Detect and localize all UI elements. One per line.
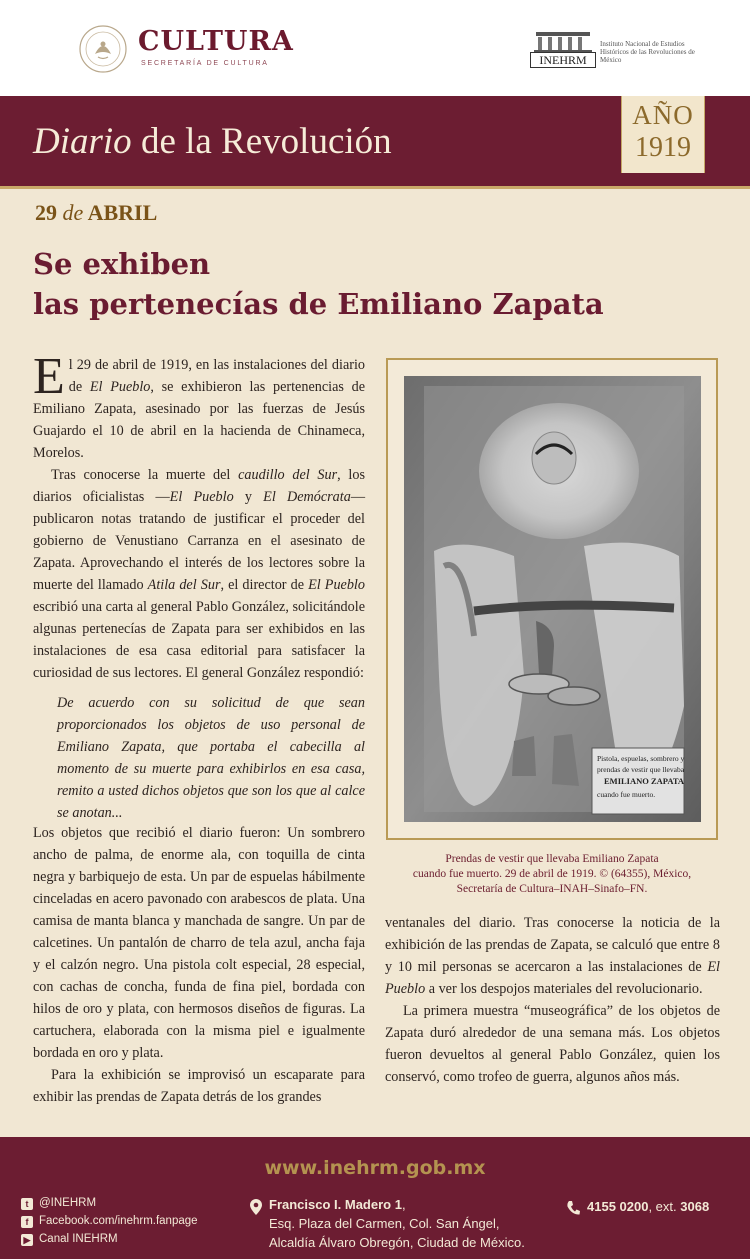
block-quote: De acuerdo con su solicitud de que sean proporcionados los objetos de uso personal de Emiliano Zapata, que portaba el cabecilla al momento de su muerte para exhibirlos en esa casa, remito a usted dichos objetos que son los que al calce se anotan... — [57, 695, 365, 821]
drop-cap: E — [33, 348, 65, 405]
website-link[interactable]: www.inehrm.gob.mx — [264, 1157, 486, 1179]
youtube-link[interactable] — [21, 1233, 118, 1246]
p2-em-atila: Atila del Sur — [147, 577, 221, 593]
p2-em-el-pueblo: El Pueblo — [169, 489, 234, 505]
photo-frame — [386, 358, 718, 840]
caption-line-2: cuando fue muerto. 29 de abril de 1919. © (64355), México, — [412, 868, 692, 880]
paragraph-2 — [33, 464, 365, 684]
p5-text-a: ventanales del diario. Tras conocerse la noticia de la exhibición de las prendas de Zapata, se calculó que entre 8 y 10 mil personas se acercaron a las instalaciones de — [385, 915, 720, 975]
youtube-icon: ▶ — [21, 1234, 33, 1246]
photo-caption — [386, 852, 718, 897]
paragraph-1 — [33, 348, 365, 464]
twitter-handle: @INEHRM — [39, 1197, 97, 1209]
p2-text-e: , el director de — [220, 577, 309, 593]
p1-text-b: , se exhibieron las pertenencias de Emiliano Zapata, asesinado por las fuerzas de Jesús Guajardo el 10 de abril en la hacienda de Chinameca, Morelos. — [33, 379, 365, 461]
youtube-channel: Canal INEHRM — [39, 1233, 118, 1245]
headline-line-2: las pertenecías de Emiliano Zapata — [33, 287, 604, 321]
p5-em-el-pueblo: El Pueblo — [385, 959, 720, 997]
mexico-coat-of-arms-icon — [78, 24, 128, 74]
year-number: 1919 — [635, 132, 691, 163]
address-line-3: Alcaldía Álvaro Obregón, Ciudad de México. — [269, 1235, 525, 1250]
p1-em-el-pueblo: El Pueblo — [89, 379, 151, 395]
caption-line-1: Prendas de vestir que llevaba Emiliano Zapata — [445, 853, 659, 865]
address-line-2: Esq. Plaza del Carmen, Col. San Ángel, — [269, 1216, 500, 1231]
address-street: Francisco I. Madero 1 — [269, 1197, 402, 1212]
phone-icon — [566, 1200, 580, 1216]
cultura-subtitle: SECRETARÍA DE CULTURA — [141, 60, 269, 67]
p2-text-f: escribió una carta al general Pablo González, solicitándole algunas pertenecías de Zapata para ser exhibidos en las instalaciones de esa casa editorial para satisfacer la curiosidad de sus lectores. El general González respondió: — [33, 599, 365, 681]
facebook-link[interactable] — [21, 1215, 198, 1228]
paragraph-4: Para la exhibición se improvisó un escaparate para exhibir las prendas de Zapata detrás de los grandes — [33, 1067, 365, 1105]
phone-number[interactable] — [587, 1199, 709, 1214]
address-block — [269, 1195, 525, 1252]
p1-text-a: l 29 de abril de 1919, en las instalaciones del diario de — [68, 357, 365, 395]
series-title-italic: Diario — [33, 121, 132, 162]
series-title — [33, 120, 392, 163]
phone-ext-label: , ext. — [648, 1199, 681, 1214]
date-day: 29 — [35, 200, 57, 225]
twitter-icon: t — [21, 1198, 33, 1210]
inehrm-full-name: Instituto Nacional de Estudios Históricos de las Revoluciones de México — [600, 40, 695, 64]
paragraph-3: Los objetos que recibió el diario fueron: Un sombrero ancho de palma, de enorme ala, con toquilla de cinta negra y barbiquejo de esta. Un par de espuelas hábilmente cinceladas en acero pavonado con arabescos de plata. Una camisa de manta blanca y manchada de sangre. Un par de calcetines. Un pantalón de charro de tela azul, ancha faja y el calzón negro. Una pistola colt especial, 28 especial, con cachas de concha, funda de fina piel, bordada con hilos de oro y plata, con hermosos diseños de figuras. La cartuchera, elaborada con la misma piel e igualmente bordada en oro y plata. — [33, 825, 365, 1061]
footer — [0, 1137, 750, 1259]
p2-text-c: y — [233, 489, 264, 505]
address-comma: , — [401, 1197, 406, 1212]
headline-line-1: Se exhiben — [33, 247, 211, 281]
photo-card-line-1: Pistola, espuelas, sombrero y — [597, 754, 685, 763]
year-label: AÑO — [632, 100, 694, 130]
p2-text-b: , los diarios oficialistas — — [33, 467, 365, 505]
article-column-left-bottom — [33, 822, 365, 1108]
p2-text-d: — publicaron notas tratando de justificar el proceder del gobierno de Venustiano Carranza en el asesinato de Zapata. Aprovechando el interés de los lectores sobre la muerte del llamado — [33, 489, 365, 593]
inehrm-logo-text: INEHRM — [530, 52, 596, 68]
paragraph-5 — [385, 912, 720, 1000]
facebook-handle: Facebook.com/inehrm.fanpage — [39, 1215, 198, 1227]
date-month: ABRIL — [87, 200, 158, 225]
photo-card-line-2: prendas de vestir que llevaba — [597, 765, 685, 774]
p2-em-el-democrata: El Demócrata — [263, 489, 351, 505]
caption-line-3: Secretaría de Cultura–INAH–Sinafo–FN. — [456, 883, 648, 895]
article-column-right — [385, 912, 720, 1088]
date-de: de — [62, 200, 84, 225]
phone-main: 4155 0200 — [587, 1199, 649, 1214]
article-column-left-top — [33, 348, 365, 684]
p5-text-b: a ver los despojos materiales del revolucionario. — [425, 981, 703, 997]
series-title-rest: de la Revolución — [131, 121, 392, 162]
p2-em-caudillo: caudillo del Sur — [238, 467, 338, 483]
p2-text-a: Tras conocerse la muerte del — [51, 467, 239, 483]
top-header — [0, 0, 750, 96]
location-pin-icon — [250, 1199, 262, 1215]
gold-divider — [0, 186, 750, 189]
paragraph-6: La primera muestra “museográfica” de los objetos de Zapata duró alrededor de una semana más. Los objetos fueron devueltos al general Pablo González, quien los conservó, como trofeo de guerra, algunos años más. — [385, 1003, 720, 1085]
photo-card-line-3: EMILIANO ZAPATA — [604, 776, 685, 786]
photo-card-line-4: cuando fue muerto. — [597, 790, 656, 799]
twitter-link[interactable] — [21, 1197, 96, 1210]
facebook-icon: f — [21, 1216, 33, 1228]
zapata-belongings-photo — [404, 376, 701, 822]
address-line-1 — [269, 1195, 525, 1214]
p2-em-el-pueblo-2: El Pueblo — [308, 577, 365, 593]
article-date — [35, 200, 157, 226]
phone-ext-number: 3068 — [680, 1199, 710, 1214]
title-banner — [0, 96, 750, 186]
article-headline — [33, 244, 713, 324]
year-badge — [621, 96, 705, 173]
cultura-logo-text: CULTURA — [138, 26, 294, 57]
